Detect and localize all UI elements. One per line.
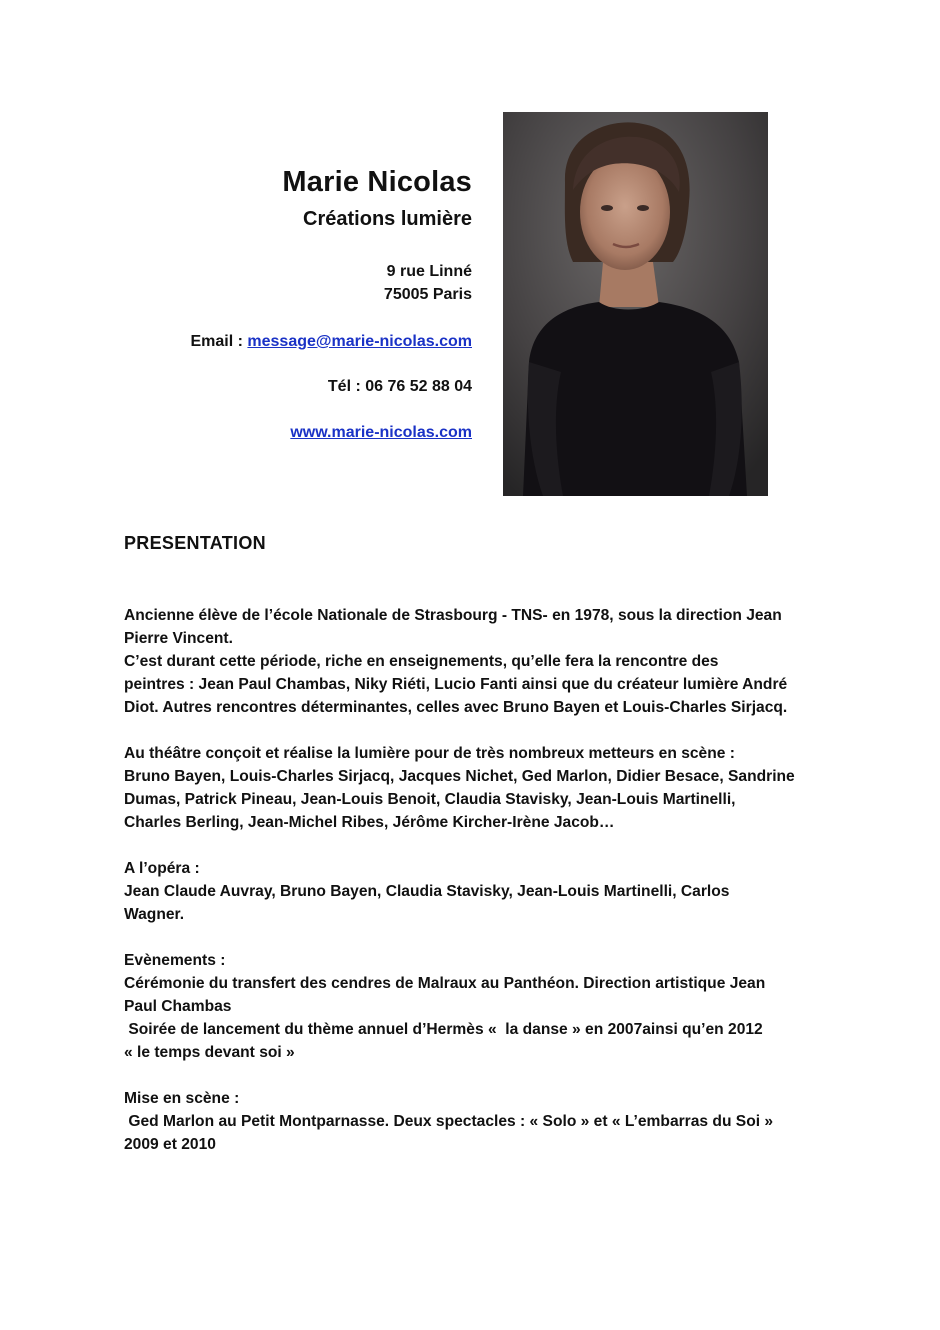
text-line: Ged Marlon au Petit Montparnasse. Deux spectacles : « Solo » et « L’embarras du Soi » — [124, 1113, 774, 1130]
text-line: peintres : Jean Paul Chambas, Niky Riéti, Lucio Fanti ainsi que du créateur lumière André — [124, 676, 788, 693]
text-line: Bruno Bayen, Louis-Charles Sirjacq, Jacques Nichet, Ged Marlon, Didier Besace, Sandrine — [124, 768, 795, 785]
text-line: Ancienne élève de l’école Nationale de Strasbourg - TNS- en 1978, sous la direction Jean — [124, 607, 782, 624]
text-line: 2009 et 2010 — [124, 1136, 216, 1153]
job-title: Créations lumière — [303, 208, 472, 230]
text-line: Jean Claude Auvray, Bruno Bayen, Claudia Stavisky, Jean-Louis Martinelli, Carlos — [124, 883, 730, 900]
text-line: Paul Chambas — [124, 998, 232, 1015]
website-row — [52, 421, 472, 444]
paragraph-staging — [124, 1087, 834, 1156]
email-row — [52, 330, 472, 353]
text-line: Wagner. — [124, 906, 185, 923]
text-line: Soirée de lancement du thème annuel d’Hermès « la danse » en 2007ainsi qu’en 2012 — [124, 1021, 763, 1038]
paragraph-events — [124, 949, 834, 1064]
text-line: Evènements : — [124, 952, 226, 969]
address-street: 9 rue Linné — [386, 263, 472, 280]
text-line: « le temps devant soi » — [124, 1044, 295, 1061]
text-line: Charles Berling, Jean-Michel Ribes, Jérôme Kircher-Irène Jacob… — [124, 814, 615, 831]
paragraph-theatre — [124, 742, 834, 834]
contact-header — [52, 160, 472, 444]
paragraph-education — [124, 604, 834, 719]
text-line: Diot. Autres rencontres déterminantes, celles avec Bruno Bayen et Louis-Charles Sirjacq. — [124, 699, 788, 716]
text-line: Au théâtre conçoit et réalise la lumière pour de très nombreux metteurs en scène : — [124, 745, 735, 762]
portrait-photo — [503, 112, 768, 496]
website-link[interactable]: www.marie-nicolas.com — [290, 424, 472, 441]
postal-address — [52, 260, 472, 306]
text-line: Mise en scène : — [124, 1090, 240, 1107]
text-line: A l’opéra : — [124, 860, 200, 877]
text-line: Cérémonie du transfert des cendres de Malraux au Panthéon. Direction artistique Jean — [124, 975, 766, 992]
text-line: Dumas, Patrick Pineau, Jean-Louis Benoit, Claudia Stavisky, Jean-Louis Martinelli, — [124, 791, 736, 808]
person-name: Marie Nicolas — [282, 166, 472, 198]
portrait-illustration — [503, 112, 768, 496]
phone-number: Tél : 06 76 52 88 04 — [327, 378, 472, 395]
section-heading-presentation: PRESENTATION — [124, 533, 266, 553]
paragraph-opera — [124, 857, 834, 926]
text-line: Pierre Vincent. — [124, 630, 233, 647]
email-link[interactable]: message@marie-nicolas.com — [247, 333, 472, 350]
address-city: 75005 Paris — [383, 286, 472, 303]
presentation-body — [124, 604, 834, 1179]
email-label: Email : — [190, 333, 248, 350]
text-line: C’est durant cette période, riche en enseignements, qu’elle fera la rencontre des — [124, 653, 719, 670]
